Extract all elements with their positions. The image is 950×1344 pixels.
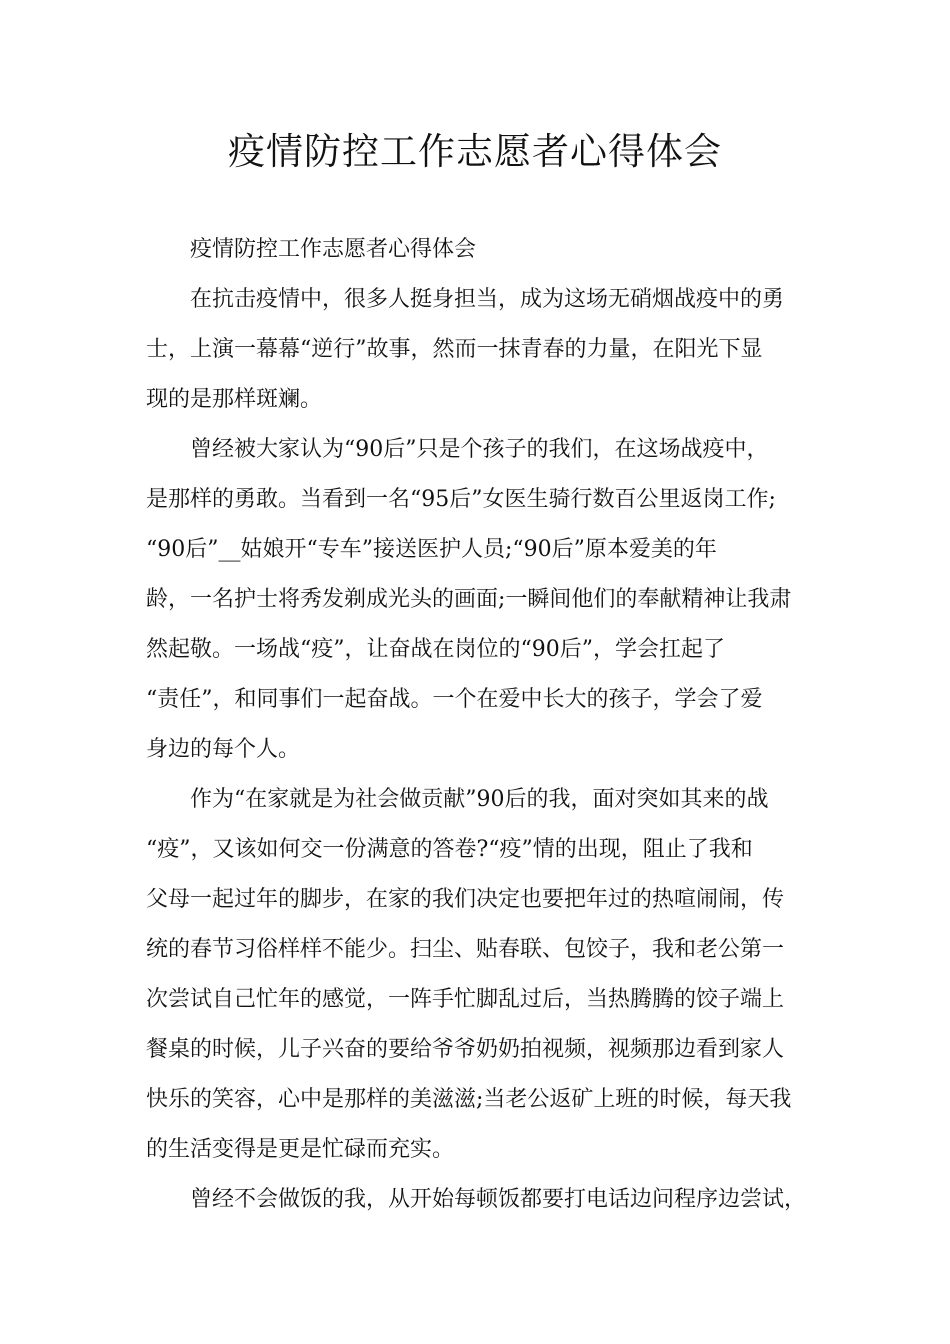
subtitle-line: 疫情防控工作志愿者心得体会: [190, 237, 477, 262]
body-line: 现的是那样斑斓。: [146, 387, 323, 412]
body-line: 次尝试自己忙年的感觉，一阵手忙脚乱过后，当热腾腾的饺子端上: [146, 987, 785, 1012]
body-line: 餐桌的时候，儿子兴奋的要给爷爷奶奶拍视频，视频那边看到家人: [146, 1037, 785, 1062]
body-line: 的生活变得是更是忙碌而充实。: [146, 1137, 455, 1162]
body-line: 是那样的勇敢。当看到一名“95后”女医生骑行数百公里返岗工作;: [146, 487, 776, 512]
body-line: “疫”，又该如何交一份满意的答卷?“疫”情的出现，阻止了我和: [146, 837, 753, 862]
body-line: 龄，一名护士将秀发剃成光头的画面;一瞬间他们的奉献精神让我肃: [146, 587, 792, 612]
body-line: 士，上演一幕幕“逆行”故事，然而一抹青春的力量，在阳光下显: [146, 337, 763, 362]
body-line: 作为“在家就是为社会做贡献”90后的我，面对突如其来的战: [190, 787, 769, 812]
body-line: “责任”，和同事们一起奋战。一个在爱中长大的孩子，学会了爱: [146, 687, 763, 712]
document-title: 疫情防控工作志愿者心得体会: [228, 130, 722, 173]
body-line: 身边的每个人。: [146, 737, 301, 762]
body-line: 快乐的笑容，心中是那样的美滋滋;当老公返矿上班的时候，每天我: [146, 1087, 792, 1112]
body-line: 曾经被大家认为“90后”只是个孩子的我们，在这场战疫中，: [190, 437, 769, 462]
body-line: 统的春节习俗样样不能少。扫尘、贴春联、包饺子，我和老公第一: [146, 937, 785, 962]
body-line: 曾经不会做饭的我，从开始每顿饭都要打电话边问程序边尝试，: [190, 1187, 807, 1212]
body-line: 在抗击疫情中，很多人挺身担当，成为这场无硝烟战疫中的勇: [190, 287, 785, 312]
body-line: 然起敬。一场战“疫”，让奋战在岗位的“90后”，学会扛起了: [146, 637, 725, 662]
body-line: “90后”__姑娘开“专车”接送医护人员;“90后”原本爱美的年: [146, 537, 717, 562]
body-line: 父母一起过年的脚步，在家的我们决定也要把年过的热喧闹闹，传: [146, 887, 785, 912]
